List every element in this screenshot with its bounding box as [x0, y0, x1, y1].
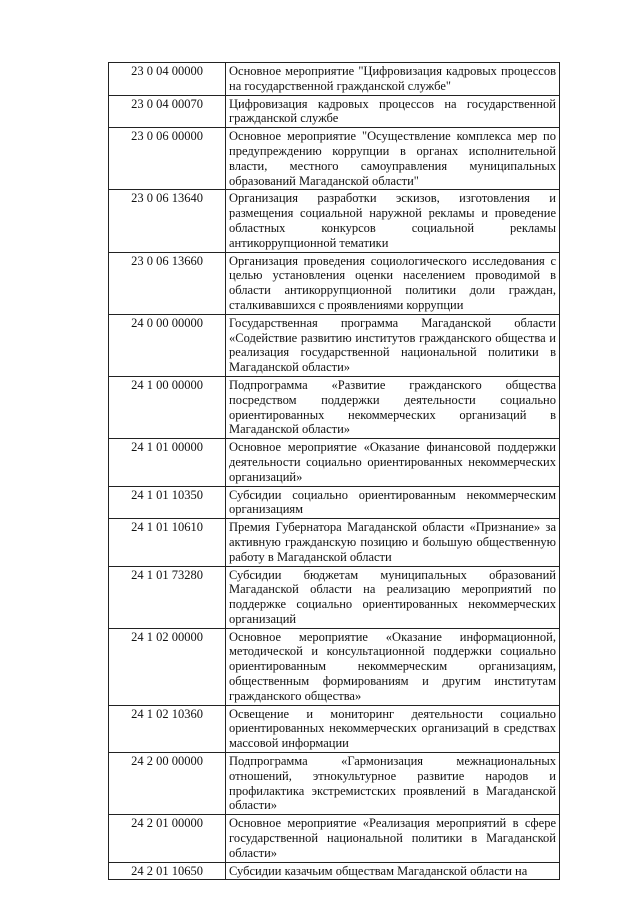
row-name: Премия Губернатора Магаданской области «Признание» за активную гражданскую позицию и большую общественную работу в Магаданской области	[226, 519, 560, 566]
row-name: Основное мероприятие «Оказание финансовой поддержки деятельности социально ориентированных некоммерческих организаций»	[226, 439, 560, 486]
row-code: 24 1 01 00000	[109, 439, 226, 486]
row-name: Подпрограмма «Развитие гражданского общества посредством поддержки деятельности социально ориентированных некоммерческих организаций в Магаданской области»	[226, 376, 560, 438]
row-name: Организация разработки эскизов, изготовления и размещения социальной наружной рекламы и проведение областных конкурсов социальной рекламы антикоррупционной тематики	[226, 190, 560, 252]
row-name: Цифровизация кадровых процессов на государственной гражданской службе	[226, 95, 560, 128]
row-code: 24 2 01 10650	[109, 862, 226, 880]
table-row	[109, 862, 560, 880]
row-name: Основное мероприятие "Цифровизация кадровых процессов на государственной гражданской службе"	[226, 63, 560, 96]
table-row	[109, 439, 560, 486]
row-code: 24 1 02 10360	[109, 705, 226, 752]
row-code: 24 1 00 00000	[109, 376, 226, 438]
table-row	[109, 628, 560, 705]
row-name: Основное мероприятие «Оказание информационной, методической и консультационной поддержки социально ориентированным некоммерческим организациям, общественным формированиям и другим институтам гражданского общества»	[226, 628, 560, 705]
table-row	[109, 519, 560, 566]
table-row	[109, 128, 560, 190]
row-name: Освещение и мониторинг деятельности социально ориентированных некоммерческих организаций в средствах массовой информации	[226, 705, 560, 752]
table-row	[109, 815, 560, 862]
table-body	[109, 63, 560, 880]
row-code: 23 0 06 00000	[109, 128, 226, 190]
row-code: 24 0 00 00000	[109, 314, 226, 376]
table-row	[109, 314, 560, 376]
row-code: 24 1 01 73280	[109, 566, 226, 628]
table-row	[109, 376, 560, 438]
table-row	[109, 486, 560, 519]
table-row	[109, 252, 560, 314]
table-row	[109, 753, 560, 815]
budget-classification-table	[108, 62, 560, 880]
row-code: 24 1 01 10350	[109, 486, 226, 519]
table-row	[109, 705, 560, 752]
row-code: 23 0 06 13660	[109, 252, 226, 314]
row-name: Государственная программа Магаданской области «Содействие развитию институтов гражданского общества и реализация государственной национальной политики в Магаданской области»	[226, 314, 560, 376]
row-name: Организация проведения социологического исследования с целью установления оценки населением проводимой в области антикоррупционной политики доли граждан, сталкивавшихся с проявлениями коррупции	[226, 252, 560, 314]
row-code: 23 0 04 00000	[109, 63, 226, 96]
row-name: Субсидии бюджетам муниципальных образований Магаданской области на реализацию мероприятий по поддержке социально ориентированных некоммерческих организаций	[226, 566, 560, 628]
row-code: 24 1 02 00000	[109, 628, 226, 705]
table-row	[109, 190, 560, 252]
row-name: Субсидии казачьим обществам Магаданской области на	[226, 862, 560, 880]
row-code: 24 1 01 10610	[109, 519, 226, 566]
row-code: 24 2 00 00000	[109, 753, 226, 815]
row-code: 23 0 06 13640	[109, 190, 226, 252]
table-row	[109, 95, 560, 128]
row-code: 24 2 01 00000	[109, 815, 226, 862]
row-name: Подпрограмма «Гармонизация межнациональных отношений, этнокультурное развитие народов и профилактика экстремистских проявлений в Магаданской области»	[226, 753, 560, 815]
row-name: Основное мероприятие "Осуществление комплекса мер по предупреждению коррупции в органах исполнительной власти, местного самоуправления муниципальных образований Магаданской области"	[226, 128, 560, 190]
row-code: 23 0 04 00070	[109, 95, 226, 128]
row-name: Основное мероприятие «Реализация мероприятий в сфере государственной национальной политики в Магаданской области»	[226, 815, 560, 862]
table-row	[109, 566, 560, 628]
table-row	[109, 63, 560, 96]
row-name: Субсидии социально ориентированным некоммерческим организациям	[226, 486, 560, 519]
